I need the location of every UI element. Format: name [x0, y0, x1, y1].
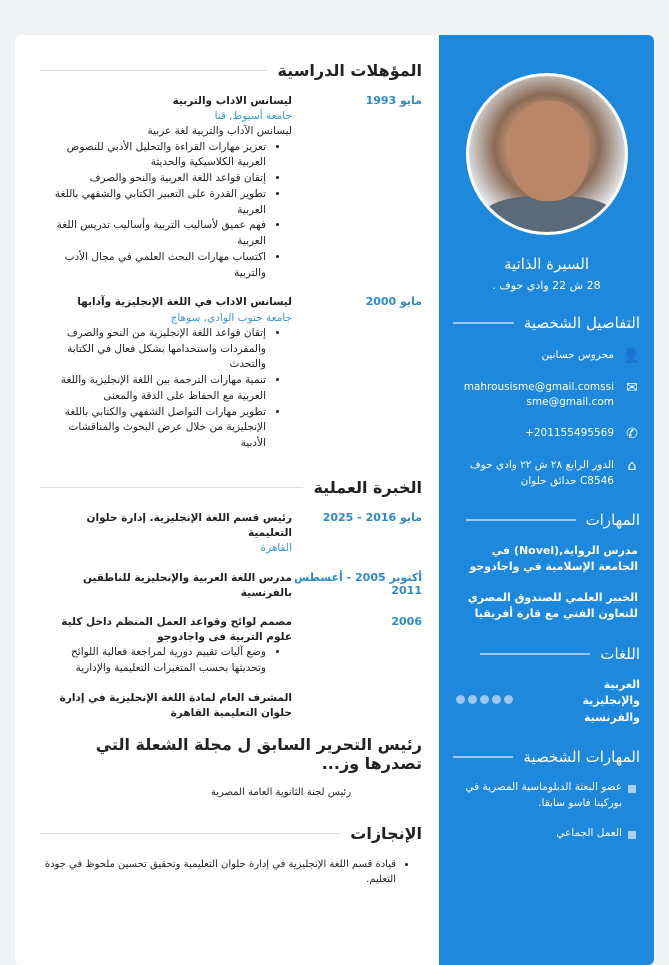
phone-text[interactable]: 201155495569+ — [525, 427, 614, 440]
personal-heading-text: المهارات الشخصية — [523, 748, 640, 767]
envelope-icon: ✉ — [626, 380, 638, 396]
entry-date: مايو 2016 - 2025 — [322, 510, 422, 524]
entry-date: 2006 — [391, 614, 422, 628]
entry-bullet: • اكتساب مهارات البحث العلمي في مجال الأدب والتربية — [40, 250, 266, 282]
experience-heading-text: الخبرة العملية — [313, 477, 422, 497]
resume-card — [15, 35, 654, 965]
entry-bullet: • تطوير القدرة على التعبير الكتابي والشفهي باللغة العربية — [40, 187, 266, 219]
entry-bullets — [40, 326, 292, 452]
entry-bullet: • إتقان قواعد اللغة العربية والنحو والصرف — [40, 171, 266, 187]
personal-skills-heading — [453, 748, 640, 766]
entry-title: رئيس قسم اللغة الإنجليزية. إدارة حلوان التعليمية — [86, 511, 292, 540]
details-heading-text: التفاصيل الشخصية — [523, 314, 640, 332]
language-item — [453, 677, 640, 727]
name-row — [453, 348, 640, 364]
entry-bullet: • تنمية مهارات الترجمة بين اللغة الإنجليزية واللغة العربية مع الحفاظ على الدقة والمعنى — [40, 373, 266, 405]
entry-date: مايو 1993 — [365, 94, 422, 107]
personal-skill-text: عضو البعثة الدبلوماسية المصرية في بوركينا فاسو سابقا. — [465, 781, 622, 810]
sidebar — [439, 35, 654, 965]
entry-bullet: • إتقان قواعد اللغة الإنجليزية من النحو والصرف والمفردات واستخدامها بشكل فعال في الكتابة والتحدث — [40, 326, 266, 373]
phone-icon: ✆ — [626, 426, 638, 443]
skill-item: الخبير العلمي للصندوق المصري للتعاون الفني مع قارة أفريقيا — [467, 590, 638, 621]
language-name: العربية والإنجليزية والفرنسية — [582, 677, 640, 724]
languages-heading — [453, 645, 640, 663]
skill-item: مدرس الرواية,(Novel) في الجامعة الإسلامية في واجادوجو — [469, 543, 638, 574]
experience-entry — [40, 691, 422, 721]
experience-entry — [40, 511, 422, 557]
entry-bullets — [40, 140, 292, 282]
committee-note: رئيس لجنة الثانوية العامة المصرية — [210, 787, 352, 799]
achievements-heading — [40, 824, 422, 843]
education-entry — [40, 295, 422, 451]
entry-title: مصمم لوائح وقواعد العمل المنظم داخل كلية علوم التربية فى واجادوجو — [61, 615, 292, 644]
entry-title: مدرس اللغة العربية والإنجليزية للناطقين بالفرنسية — [83, 571, 292, 599]
entry-title: ليسانس الاداب في اللغة الإنجليزية وآدابها — [77, 296, 292, 309]
education-entry — [40, 94, 422, 281]
resume-title: السيرة الذاتية — [503, 255, 590, 273]
address-row — [453, 458, 640, 488]
resume-subtitle: 28 ش 22 وادي حوف . — [492, 279, 601, 292]
skills-heading-text: المهارات — [585, 510, 640, 529]
entry-title: المشرف العام لمادة اللغة الإنجليزية في إدارة حلوان التعليمية القاهرة — [59, 691, 292, 720]
address-text: الدور الرابع ٢٨ ش ٢٢ وادي حوف C8546 حدائق حلوان — [469, 459, 614, 487]
experience-entry — [40, 571, 422, 601]
languages-heading-text: اللغات — [600, 644, 640, 663]
achievements-list — [40, 857, 422, 887]
phone-row — [453, 426, 640, 442]
name-text: محروس حسانين — [541, 349, 614, 361]
education-heading — [40, 61, 422, 80]
home-icon: ⌂ — [627, 458, 637, 475]
editor-title: رئيس التحرير السابق ل مجلة الشعلة التي تصدرها وز... — [95, 735, 422, 774]
details-heading — [453, 314, 640, 332]
entry-place: القاهرة — [260, 542, 292, 555]
entry-bullet: • تعزيز مهارات القراءة والتحليل الأدبي للنصوص العربية الكلاسيكية والحديثة — [40, 140, 266, 172]
entry-bullet: • فهم عميق لأساليب التربية وأساليب تدريس اللغة العربية — [40, 218, 266, 250]
experience-entry — [40, 615, 422, 677]
personal-skill-item — [453, 826, 640, 842]
entry-date — [292, 691, 422, 721]
personal-skill-item — [453, 780, 640, 812]
achievements-heading-text: الإنجازات — [350, 824, 422, 844]
email-text[interactable]: mahrousisme@gmail.comssisme@gmail.com — [463, 381, 614, 409]
experience-heading — [40, 478, 422, 497]
entry-bullet: • وضع آليات تقييم دورية لمراجعة فعالية اللوائح وتحديثها بحسب المتغيرات التعليمية والإدارية — [40, 645, 266, 677]
user-icon: 👤 — [622, 348, 640, 364]
entry-place: جامعة جنوب الوادي, سوهاج — [170, 311, 292, 324]
entry-place: جامعة أسيوط, قنا — [214, 110, 292, 123]
profile-photo — [466, 73, 628, 235]
personal-skill-text: العمل الجماعي — [556, 826, 622, 839]
achievement-item: • قيادة قسم اللغة الإنجليزية في إدارة حلوان التعليمية وتحقيق تحسين ملحوظ في جودة التعليم. — [40, 857, 396, 887]
entry-bullet: • تطوير مهارات التواصل الشفهي والكتابي باللغة الإنجليزية من خلال عرض البحوث والمناقشات الأدبية — [40, 405, 266, 452]
main-column — [40, 35, 422, 887]
email-row — [453, 380, 640, 410]
entry-desc: ليسانس الآداب والتربية لغة عربية — [147, 125, 292, 138]
entry-date: مايو 2000 — [365, 295, 422, 309]
language-level-dots — [453, 693, 513, 710]
entry-bullets — [40, 645, 292, 677]
education-heading-text: المؤهلات الدراسية — [277, 61, 422, 80]
entry-title: ليسانس الاداب والتربية — [172, 95, 292, 107]
skills-heading — [453, 511, 640, 529]
entry-date: أكتوبر 2005 - أغسطس 2011 — [294, 570, 422, 597]
